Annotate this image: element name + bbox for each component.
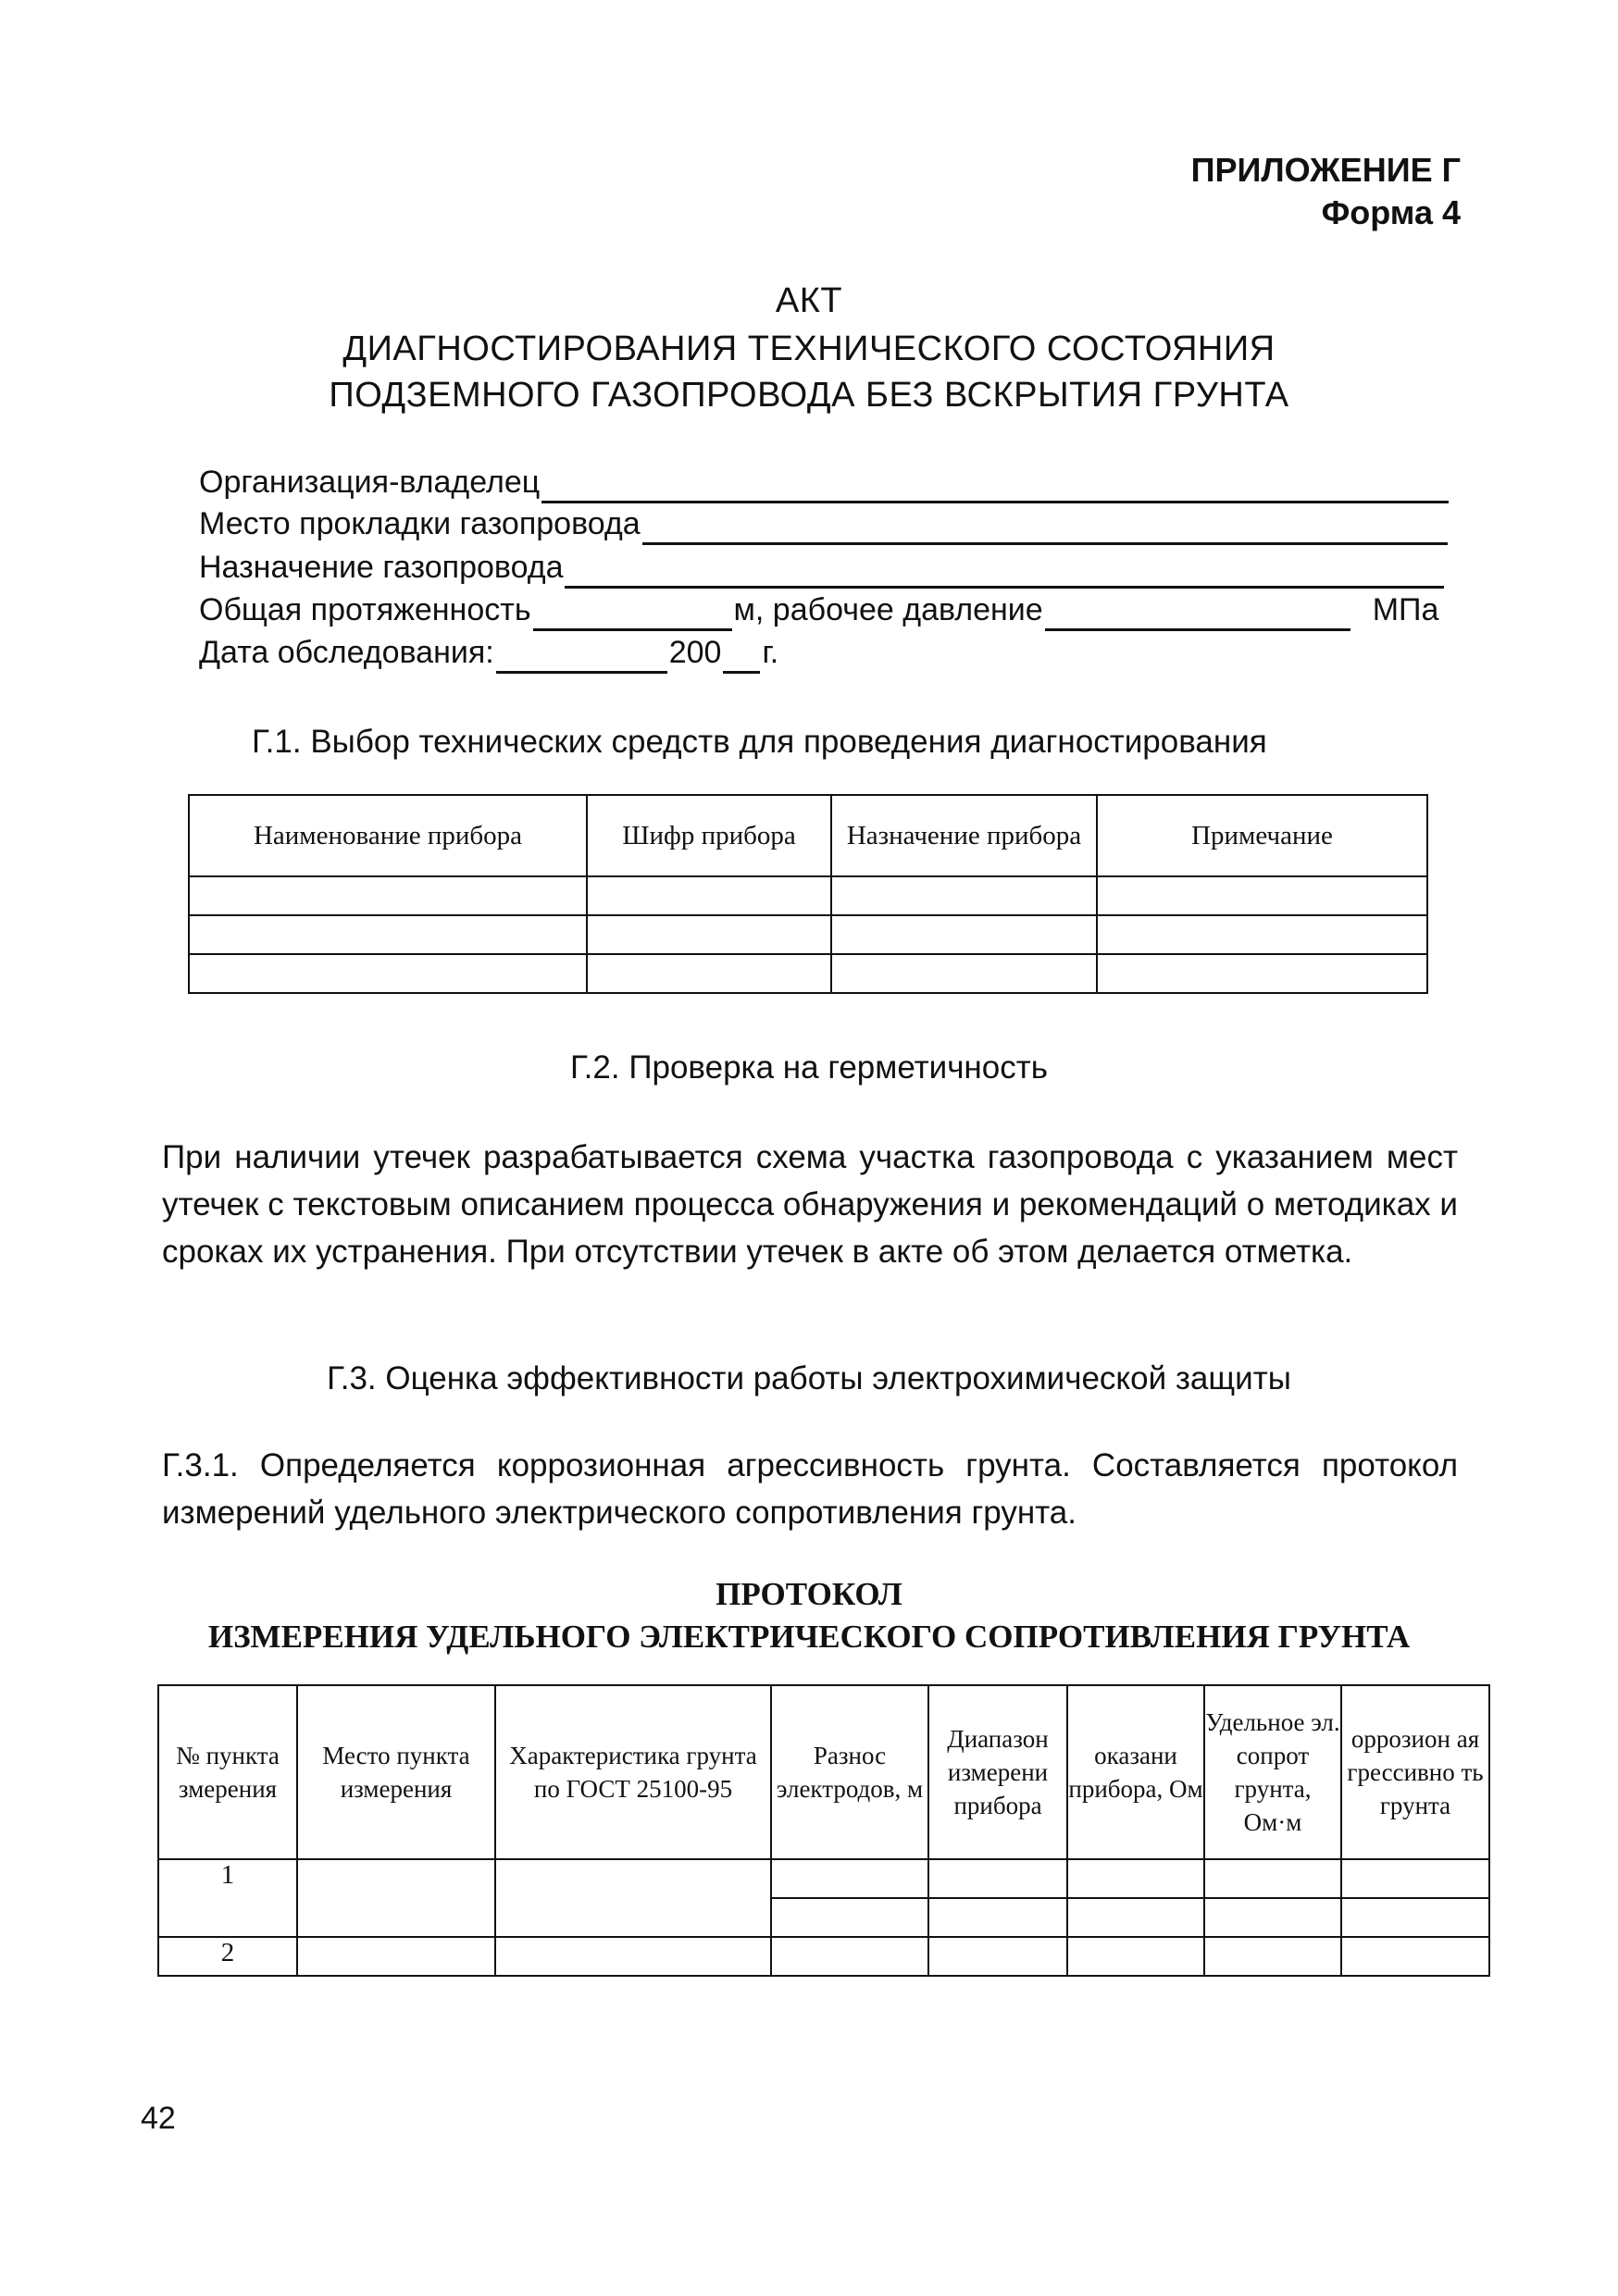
table-cell[interactable]	[1341, 1859, 1489, 1898]
table-cell[interactable]	[189, 954, 587, 993]
protocol-subtitle: ИЗМЕРЕНИЯ УДЕЛЬНОГО ЭЛЕКТРИЧЕСКОГО СОПРОТИВЛЕНИЯ ГРУНТА	[207, 1619, 1411, 1655]
table-cell[interactable]	[831, 876, 1097, 915]
point-number-cell: 1	[158, 1859, 297, 1937]
col-instrument-code: Шифр прибора	[587, 795, 831, 876]
table-cell[interactable]	[771, 1859, 928, 1898]
doc-title-act: АКТ	[775, 281, 843, 320]
table-cell[interactable]	[297, 1937, 495, 1976]
col-instrument-purpose: Назначение прибора	[831, 795, 1097, 876]
table-cell[interactable]	[297, 1859, 495, 1937]
table-cell[interactable]	[1204, 1859, 1341, 1898]
purpose-label: Назначение газопровода	[199, 550, 564, 585]
table-cell[interactable]	[928, 1898, 1067, 1937]
col-corrosivity: оррозион ая грессивно ть грунта	[1341, 1685, 1489, 1859]
table-cell[interactable]	[1097, 915, 1427, 954]
col-point-number: № пункта змерения	[158, 1685, 297, 1859]
date-input-line[interactable]	[496, 639, 667, 674]
date-label: Дата обследования:	[199, 635, 494, 670]
point-number-cell: 2	[158, 1937, 297, 1976]
table-cell[interactable]	[189, 876, 587, 915]
purpose-input-line[interactable]	[565, 554, 1444, 589]
owner-label: Организация-владелец	[199, 465, 541, 500]
table-cell[interactable]	[1097, 876, 1427, 915]
instruments-header-row	[189, 795, 1427, 876]
location-input-line[interactable]	[642, 511, 1448, 545]
table-cell[interactable]	[1097, 954, 1427, 993]
table-cell[interactable]	[1204, 1937, 1341, 1976]
col-note: Примечание	[1097, 795, 1427, 876]
table-cell[interactable]	[1067, 1898, 1204, 1937]
table-row	[189, 915, 1427, 954]
table-cell[interactable]	[587, 954, 831, 993]
length-unit-label: м, рабочее давление	[733, 592, 1043, 627]
table-cell[interactable]	[1341, 1937, 1489, 1976]
col-instrument-range: Диапазон измерени прибора	[928, 1685, 1067, 1859]
table-cell[interactable]	[771, 1937, 928, 1976]
table-cell[interactable]	[1204, 1898, 1341, 1937]
table-cell[interactable]	[831, 915, 1097, 954]
appendix-label: ПРИЛОЖЕНИЕ Г	[1190, 151, 1461, 189]
pressure-input-line[interactable]	[1045, 597, 1350, 631]
pressure-unit-label: МПа	[1372, 592, 1439, 627]
protocol-title: ПРОТОКОЛ	[716, 1576, 902, 1612]
date-field	[199, 631, 778, 674]
table-row	[189, 876, 1427, 915]
section3-text: Г.3.1. Определяется коррозионная агрессивность грунта. Составляется протокол измерений удельного электрического сопротивления грунта.	[162, 1447, 1458, 1531]
section1-title: Г.1. Выбор технических средств для проведения диагностирования	[252, 724, 1267, 760]
table-cell[interactable]	[587, 915, 831, 954]
instruments-table	[188, 794, 1428, 994]
year-label: 200	[668, 635, 722, 670]
doc-title-line2: ДИАГНОСТИРОВАНИЯ ТЕХНИЧЕСКОГО СОСТОЯНИЯ	[342, 329, 1276, 368]
owner-field	[199, 461, 1450, 503]
owner-input-line[interactable]	[541, 469, 1449, 503]
col-instrument-name: Наименование прибора	[189, 795, 587, 876]
protocol-table	[157, 1684, 1490, 1977]
table-cell[interactable]	[771, 1898, 928, 1937]
location-label: Место прокладки газопровода	[199, 506, 641, 541]
col-instrument-reading: оказани прибора, Ом	[1067, 1685, 1204, 1859]
table-cell[interactable]	[495, 1859, 771, 1937]
table-cell[interactable]	[831, 954, 1097, 993]
col-electrode-spacing: Разнос электродов, м	[771, 1685, 928, 1859]
protocol-header-row	[158, 1685, 1489, 1859]
table-cell[interactable]	[928, 1937, 1067, 1976]
table-row	[158, 1859, 1489, 1898]
section2-title: Г.2. Проверка на герметичность	[570, 1049, 1048, 1086]
table-row	[158, 1937, 1489, 1976]
section3-title: Г.3. Оценка эффективности работы электрохимической защиты	[327, 1360, 1291, 1396]
col-soil-characteristic: Характеристика грунта по ГОСТ 25100-95	[495, 1685, 771, 1859]
table-row	[189, 954, 1427, 993]
form-label: Форма 4	[1321, 193, 1461, 231]
doc-title-line3: ПОДЗЕМНОГО ГАЗОПРОВОДА БЕЗ ВСКРЫТИЯ ГРУНТА	[329, 376, 1289, 415]
length-pressure-field	[199, 589, 1438, 631]
col-point-location: Место пункта измерения	[297, 1685, 495, 1859]
table-cell[interactable]	[189, 915, 587, 954]
table-cell[interactable]	[495, 1937, 771, 1976]
location-field	[199, 503, 1450, 545]
table-cell[interactable]	[928, 1859, 1067, 1898]
table-cell[interactable]	[1341, 1898, 1489, 1937]
section2-text: При наличии утечек разрабатывается схема участка газопровода с указанием мест утечек с текстовым описанием процесса обнаружения и рекомендаций о методиках и сроках их устранения. При отсутствии утечек в акте об этом делается отметка.	[162, 1139, 1458, 1270]
length-input-line[interactable]	[533, 597, 732, 631]
year-suffix: г.	[762, 635, 779, 670]
table-cell[interactable]	[587, 876, 831, 915]
length-label: Общая протяженность	[199, 592, 531, 627]
page-number: 42	[141, 2101, 176, 2136]
purpose-field	[199, 546, 1446, 589]
table-cell[interactable]	[1067, 1937, 1204, 1976]
col-resistivity: Удельное эл. сопрот грунта, Ом·м	[1204, 1685, 1341, 1859]
year-input-line[interactable]	[723, 639, 760, 674]
table-cell[interactable]	[1067, 1859, 1204, 1898]
